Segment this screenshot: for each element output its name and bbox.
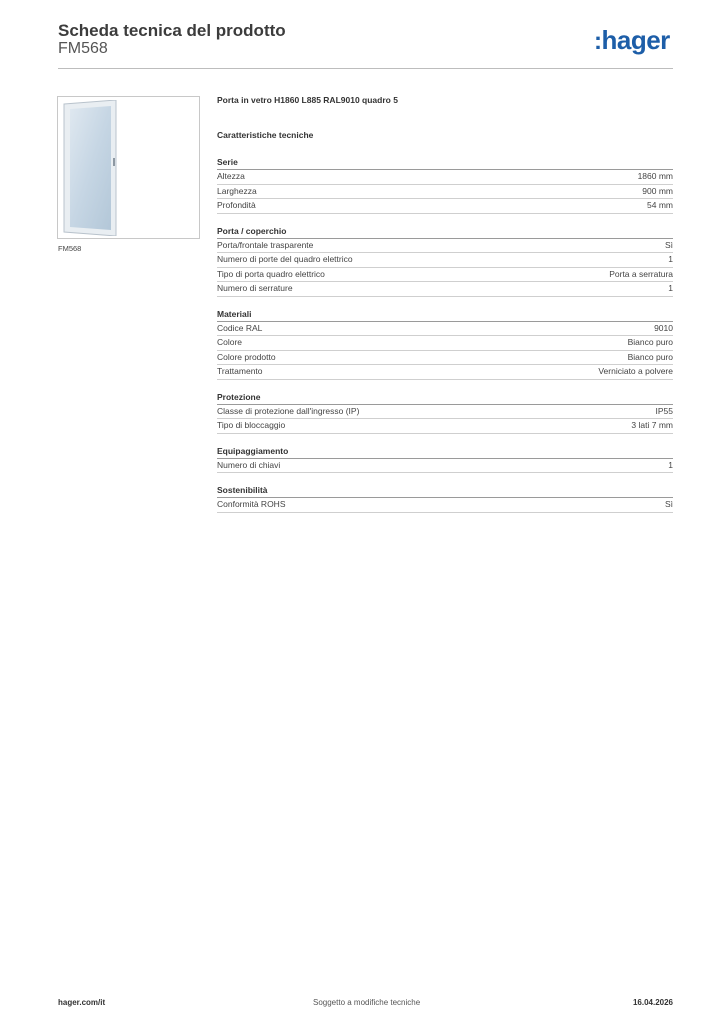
spec-label: Larghezza <box>217 185 257 196</box>
spec-row <box>217 282 673 297</box>
spec-value: Bianco puro <box>627 337 673 347</box>
spec-value: 1 <box>668 459 673 470</box>
spec-label: Porta/frontale trasparente <box>217 239 314 250</box>
spec-value: 1860 mm <box>637 171 673 181</box>
spec-label: Numero di porte del quadro elettrico <box>217 254 353 264</box>
footer-website: hager.com/it <box>58 998 106 1007</box>
spec-row <box>217 336 673 351</box>
spec-label: Profondità <box>217 200 256 210</box>
spec-group-title: Equipaggiamento <box>217 445 673 459</box>
spec-label: Colore <box>217 337 243 347</box>
spec-row <box>217 351 673 366</box>
spec-value: 900 mm <box>642 185 673 196</box>
spec-value: 1 <box>668 254 673 264</box>
header-divider <box>58 68 673 69</box>
spec-value: 3 lati 7 mm <box>631 420 673 430</box>
spec-value: 1 <box>668 283 673 293</box>
spec-value: IP55 <box>655 405 673 416</box>
product-description: Porta in vetro H1860 L885 RAL9010 quadro 5 <box>217 95 398 105</box>
spec-group-title: Materiali <box>217 308 673 322</box>
spec-value: Verniciato a polvere <box>598 366 673 376</box>
hager-logo: :hager <box>594 25 670 55</box>
spec-label: Tipo di bloccaggio <box>217 420 286 430</box>
spec-value: 9010 <box>654 322 673 333</box>
spec-row <box>217 253 673 268</box>
spec-value: Porta a serratura <box>609 268 673 279</box>
spec-group <box>217 225 673 297</box>
spec-group-title: Serie <box>217 156 673 170</box>
spec-row <box>217 268 673 283</box>
spec-label: Colore prodotto <box>217 351 276 362</box>
spec-row <box>217 185 673 200</box>
image-caption: FM568 <box>58 244 82 253</box>
spec-row <box>217 239 673 254</box>
spec-group <box>217 308 673 380</box>
spec-row <box>217 459 673 474</box>
logo-text: hager <box>601 25 670 55</box>
spec-label: Tipo di porta quadro elettrico <box>217 268 325 279</box>
spec-label: Altezza <box>217 171 245 181</box>
product-code: FM568 <box>58 40 108 57</box>
spec-label: Trattamento <box>217 366 263 376</box>
spec-value: Sì <box>664 499 673 509</box>
specifications-heading: Caratteristiche tecniche <box>217 130 314 140</box>
spec-group <box>217 445 673 474</box>
spec-group <box>217 156 673 214</box>
spec-row <box>217 419 673 434</box>
spec-group <box>217 391 673 434</box>
spec-row <box>217 405 673 420</box>
spec-value: Bianco puro <box>627 351 673 362</box>
spec-value: 54 mm <box>647 200 673 210</box>
spec-value: Sì <box>664 239 673 250</box>
spec-group-title: Sostenibilità <box>217 484 673 498</box>
footer-note: Soggetto a modifiche tecniche <box>313 998 421 1007</box>
footer-date: 16.04.2026 <box>632 998 673 1007</box>
specifications-table <box>217 156 673 524</box>
spec-label: Numero di serrature <box>217 283 293 293</box>
spec-group-title: Porta / coperchio <box>217 225 673 239</box>
spec-label: Codice RAL <box>217 322 263 333</box>
spec-group <box>217 484 673 513</box>
spec-row <box>217 170 673 185</box>
spec-group-title: Protezione <box>217 391 673 405</box>
spec-label: Classe di protezione dall'ingresso (IP) <box>217 405 360 416</box>
product-image <box>60 100 196 236</box>
spec-row <box>217 199 673 214</box>
spec-row <box>217 322 673 337</box>
spec-label: Conformità ROHS <box>217 499 286 509</box>
spec-row <box>217 498 673 513</box>
spec-label: Numero di chiavi <box>217 459 281 470</box>
spec-row <box>217 365 673 380</box>
page-title: Scheda tecnica del prodotto <box>58 21 286 40</box>
